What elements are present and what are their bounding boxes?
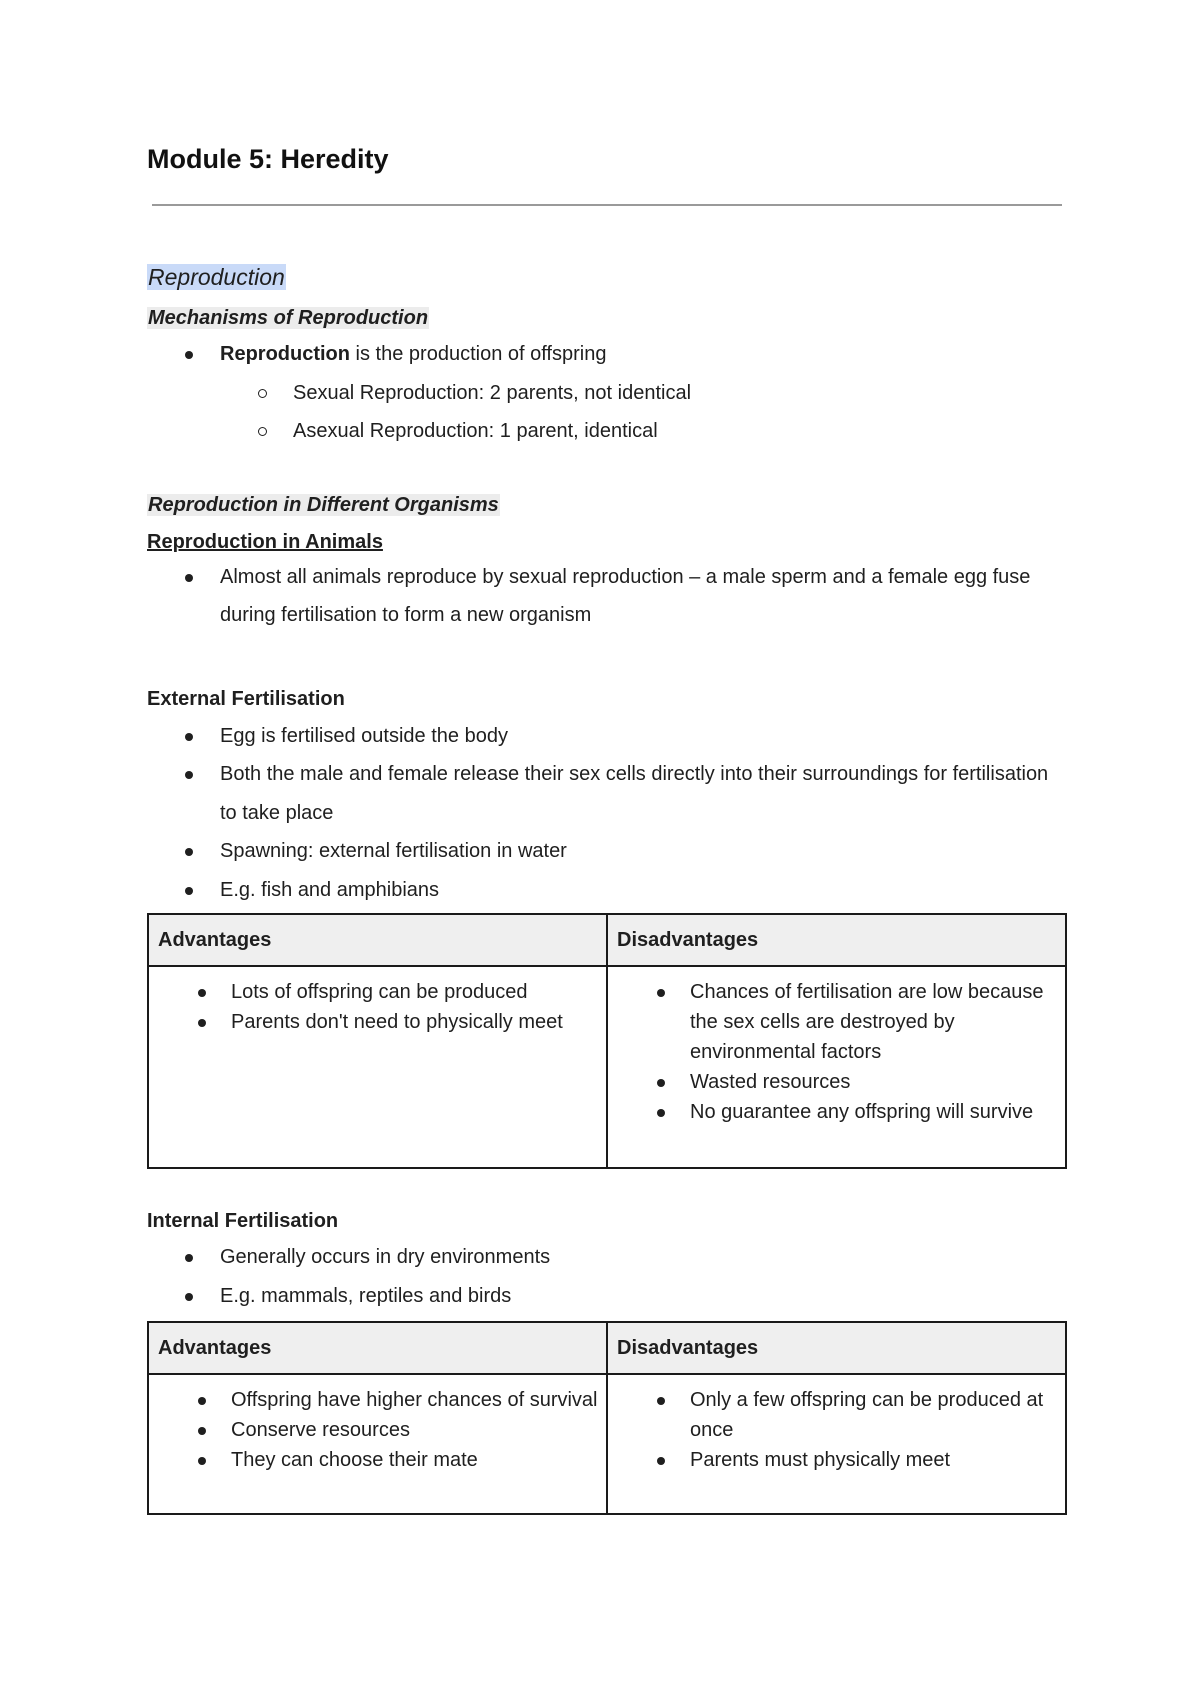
list-item: Only a few offspring can be produced at once (616, 1385, 1057, 1445)
bold-term: Reproduction (220, 343, 350, 365)
heading-mechanisms (147, 304, 1067, 332)
list-item: Almost all animals reproduce by sexual reproduction – a male sperm and a female egg fuse during fertilisation to form a new organism (147, 558, 1067, 635)
list-item: E.g. fish and amphibians (147, 871, 1067, 910)
heading-organisms (147, 491, 1067, 519)
table-header-advantages: Advantages (148, 914, 607, 966)
list-item (147, 335, 1067, 374)
list-item: Parents don't need to physically meet (157, 1007, 598, 1037)
table-header-disadvantages: Disadvantages (607, 914, 1066, 966)
mechanisms-sublist (147, 374, 1067, 451)
list-item: Generally occurs in dry environments (147, 1238, 1067, 1277)
list-item: No guarantee any offspring will survive (616, 1097, 1057, 1127)
heading-animals: Reproduction in Animals (147, 530, 383, 553)
heading-organisms-text: Reproduction in Different Organisms (148, 493, 499, 516)
table-cell-disadvantages (607, 1374, 1066, 1514)
heading-external-fertilisation: External Fertilisation (147, 687, 345, 710)
list-item: They can choose their mate (157, 1445, 598, 1475)
advantages-list (157, 977, 598, 1037)
list-item-text: is the production of offspring (350, 343, 607, 365)
internal-table (147, 1321, 1067, 1515)
list-item: Egg is fertilised outside the body (147, 717, 1067, 756)
table-cell-disadvantages (607, 966, 1066, 1168)
list-item: Conserve resources (157, 1415, 598, 1445)
heading-mechanisms-text: Mechanisms of Reproduction (148, 307, 429, 329)
external-table (147, 913, 1067, 1169)
external-list (147, 717, 1067, 910)
sub-list-item: Asexual Reproduction: 1 parent, identical (147, 412, 1067, 451)
table-header-disadvantages: Disadvantages (607, 1322, 1066, 1374)
list-item: Lots of offspring can be produced (157, 977, 598, 1007)
internal-list (147, 1238, 1067, 1315)
list-item: Chances of fertilisation are low because the sex cells are destroyed by environmental factors (616, 977, 1057, 1067)
horizontal-rule (152, 204, 1062, 206)
list-item: Parents must physically meet (616, 1445, 1057, 1475)
section-heading-reproduction (147, 262, 1067, 292)
sub-list-item: Sexual Reproduction: 2 parents, not identical (147, 374, 1067, 413)
table-cell-advantages (148, 966, 607, 1168)
disadvantages-list (616, 977, 1057, 1127)
list-item: Wasted resources (616, 1067, 1057, 1097)
section-heading-text: Reproduction (148, 264, 285, 290)
page-title: Module 5: Heredity (147, 144, 389, 174)
table-header-advantages: Advantages (148, 1322, 607, 1374)
heading-internal-fertilisation: Internal Fertilisation (147, 1210, 339, 1232)
table-cell-advantages (148, 1374, 607, 1514)
mechanisms-list (147, 335, 1067, 374)
list-item: Offspring have higher chances of survival (157, 1385, 598, 1415)
list-item: E.g. mammals, reptiles and birds (147, 1277, 1067, 1316)
advantages-list (157, 1385, 598, 1475)
list-item: Both the male and female release their sex cells directly into their surroundings for fertilisation to take place (147, 755, 1067, 832)
list-item: Spawning: external fertilisation in water (147, 832, 1067, 871)
document-page (147, 140, 1067, 1515)
disadvantages-list (616, 1385, 1057, 1475)
animals-list (147, 558, 1067, 635)
